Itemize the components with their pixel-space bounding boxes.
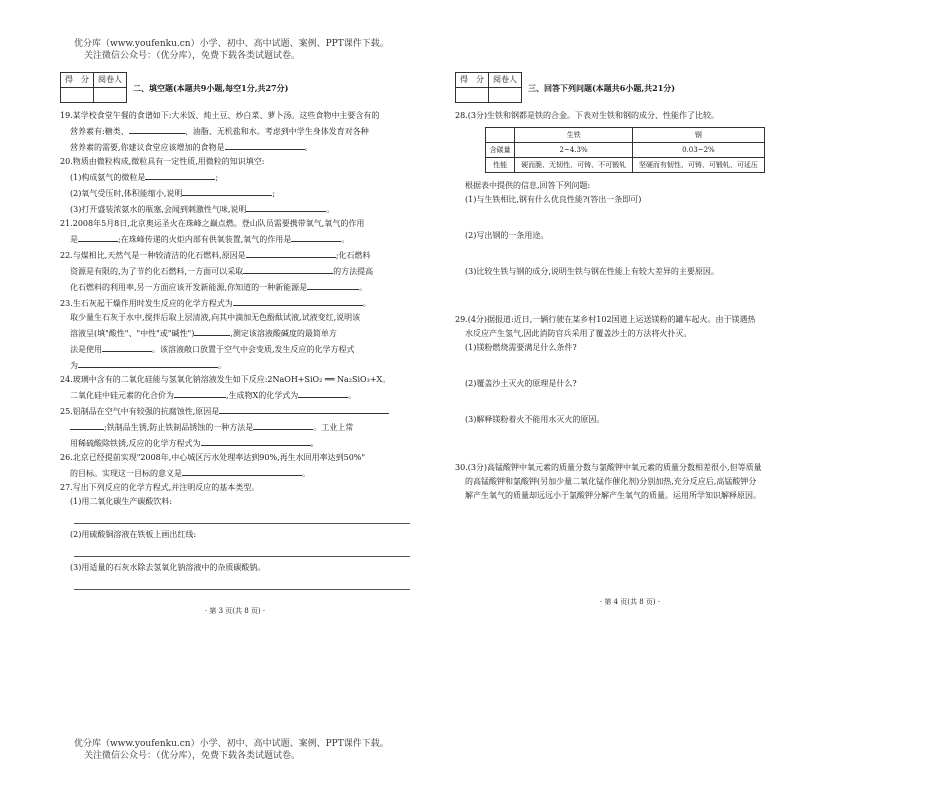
q25-text: 25.铝制品在空气中有较强的抗腐蚀性,原因是 [60,407,220,416]
q23-line-1: 23.生石灰起干燥作用时发生反应的化学方程式为 。 [60,295,410,311]
q19-text-3: 营养素的需要,你建议食堂应该增加的食物是 [70,143,225,152]
q28-2: (2)写出钢的一条用途。 [465,231,549,240]
answer-blank[interactable] [182,465,302,476]
q21-line-1: 21.2008年5月8日,北京奥运圣火在珠峰之巅点燃。登山队员需要携带氧气,氧气的作用 [60,219,365,228]
q28-1: (1)与生铁相比,钢有什么优良性能?(答出一条即可) [465,195,642,204]
row-label-property: 性能 [486,158,515,173]
q20-1: (1)构成氨气的微粒是 ; [60,169,410,185]
q23-text-3: 溶液呈(填"酸性"、"中性"或"碱性") [70,329,195,338]
q20-1-text: (1)构成氨气的微粒是 [70,173,146,182]
watermark-line-1: 优分库（www.youfenku.cn）小学、初中、高中试题、案例、PPT课件下载。 [74,739,389,749]
q30-line-1: 30.(3分)高锰酸钾中氧元素的质量分数与氯酸钾中氧元素的质量分数相差很小,但等质量 [455,463,762,472]
q23-text-4: ,测定该溶液酸碱度的最简单方 [230,329,337,338]
row-label-carbon: 含碳量 [486,143,515,158]
answer-blank[interactable] [246,247,336,258]
answer-blank[interactable] [145,169,215,180]
answer-blank[interactable] [291,231,341,242]
page-number-3: · 第 3 页(共 8 页) · [204,607,266,615]
q22-text: 22.与煤相比,天然气是一种较清洁的化石燃料,原因是 [60,251,246,260]
page-4 [455,72,805,609]
score-cell [456,88,489,103]
col-header-iron: 生铁 [515,128,632,143]
answer-line[interactable] [74,575,410,590]
score-cell [61,88,94,103]
q21-text-2: ;在珠峰传递的火炬内部有供氧装置,氧气的作用是 [118,235,292,244]
grader-label: 阅卷人 [94,73,127,88]
q27-1: (1)用二氧化碳生产碳酸饮料: [70,497,173,506]
watermark-line-2: 关注微信公众号：（优分库），免费下载各类试题试卷。 [84,751,301,761]
score-label: 得 分 [456,73,489,88]
cell-iron-carbon: 2~4.3% [515,143,632,158]
col-header-steel: 钢 [632,128,764,143]
q27-2: (2)用硫酸铜溶液在铁板上画出红线: [70,530,197,539]
q28-stem: 28.(3分)生铁和钢都是铁的合金。下表对生铁和钢的成分、性能作了比较。 [455,111,720,120]
q20-2-text: (2)氧气受压时,体积能缩小,说明 [70,189,183,198]
q29-1: (1)镁粉燃烧需要满足什么条件? [465,343,577,352]
q29-line-1: 29.(4分)据报道:近日,一辆行驶在某乡村102国道上运送镁粉的罐车起火。由于镁遇热 [455,315,756,324]
answer-line[interactable] [74,542,410,557]
q20-2: (2)氧气受压时,体积能缩小,说明 ; [60,185,410,201]
q19-line-2 [60,123,410,139]
answer-line[interactable] [74,509,410,524]
q21-line-2: 是 ;在珠峰传递的火炬内部有供氧装置,氧气的作用是 。 [60,231,410,247]
q23-line-5: 为 。 [60,357,410,373]
q24-text: 二氧化硅中硅元素的化合价为 [70,391,174,400]
q27-stem: 27.写出下列反应的化学方程式,并注明反应的基本类型。 [60,483,260,492]
section-fill-blank-header [60,72,410,103]
q28-3: (3)比较生铁与钢的成分,说明生铁与钢在性能上有较大差异的主要原因。 [465,267,719,276]
answer-blank[interactable] [219,403,389,414]
q24-text-2: ,生成物X的化学式为 [226,391,299,400]
q22-text-2: ;化石燃料 [335,251,371,260]
q26-text: 的目标。实现这一目标的意义是 [70,469,182,478]
q24-line-2: 二氧化硅中硅元素的化合价为 ,生成物X的化学式为 。 [60,387,410,403]
score-label: 得 分 [61,73,94,88]
q25-text-3: 。工业上常 [313,423,354,432]
q21-text: 是 [70,235,78,244]
cell-steel-property: 坚硬而有韧性、可铸、可锻轧、可延压 [632,158,764,173]
q22-text-4: 的方法提高 [333,267,374,276]
answer-blank[interactable] [298,387,348,398]
q19-line-3: 营养素的需要,你建议食堂应该增加的食物是 。 [60,139,410,155]
answer-blank[interactable] [70,419,104,430]
q28-intro: 根据表中提供的信息,回答下列问题: [465,181,591,190]
q19-text-2: 、油脂、无机盐和水。考虑到中学生身体发育对各种 [184,127,369,136]
table-corner [486,128,515,143]
q19-line-1: 19.某学校食堂午餐的食谱如下:大米饭、炖土豆、炒白菜、萝卜汤。这些食物中主要含有的 [60,111,380,120]
q25-text-4: 用稀硫酸除铁锈,反应的化学方程式为 [70,439,201,448]
q25-line-1 [60,403,410,419]
answer-blank[interactable] [253,419,313,430]
grader-label: 阅卷人 [489,73,522,88]
answer-blank[interactable] [307,279,359,290]
q23-line-2: 取少量生石灰于水中,搅拌后取上层清液,向其中滴加无色酚酞试液,试液变红,说明该 [70,313,361,322]
top-watermark [74,38,389,62]
score-box [60,72,127,103]
watermark-line-1: 优分库（www.youfenku.cn）小学、初中、高中试题、案例、PPT课件下载。 [74,39,389,49]
cell-iron-property: 硬而脆、无韧性、可铸、不可锻轧 [515,158,632,173]
q22-line-2 [60,263,410,279]
q22-text-5: 化石燃料的利用率,另一方面应该开发新能源,你知道的一种新能源是 [70,283,308,292]
q30-line-3: 解产生氧气的质量却远远小于氯酸钾分解产生氧气的质量。运用所学知识解释原因。 [465,491,761,500]
q22-line-3: 化石燃料的利用率,另一方面应该开发新能源,你知道的一种新能源是 。 [60,279,410,295]
q20-3-text: (3)打开盛装浓氨水的瓶塞,会闻到刺激性气味,说明 [70,205,247,214]
q27-3: (3)用适量的石灰水除去氢氧化钠溶液中的杂质碳酸钠。 [70,563,266,572]
answer-blank[interactable] [246,201,326,212]
q26-line-2: 的目标。实现这一目标的意义是 。 [60,465,410,481]
cell-steel-carbon: 0.03~2% [632,143,764,158]
answer-blank[interactable] [129,123,185,134]
q22-line-1 [60,247,410,263]
section-answer-header [455,72,805,103]
q23-line-4 [60,341,410,357]
answer-blank[interactable] [201,435,311,446]
section-title: 三、回答下列问题(本题共6小题,共21分) [528,82,676,93]
grader-cell [94,88,127,103]
q26-line-1: 26.北京已经提前实现"2008年,中心城区污水处理率达到90%,再生水回用率达到50%" [60,453,366,462]
q25-text-2: ;铁制品生锈,防止铁制品锈蚀的一种方法是 [104,423,254,432]
answer-blank[interactable] [102,341,152,352]
q25-line-3: 用稀硫酸除铁锈,反应的化学方程式为 。 [60,435,410,451]
watermark-line-2: 关注微信公众号：（优分库），免费下载各类试题试卷。 [84,51,301,61]
q29-3: (3)解释镁粉着火不能用水灭火的原因。 [465,415,605,424]
q20-stem: 20.物质由微粒构成,微粒具有一定性质,用微粒的知识填空: [60,157,265,166]
score-box [455,72,522,103]
q22-text-3: 资源是有限的,为了节约化石燃料,一方面可以采取 [70,267,244,276]
q30-line-2: 的高锰酸钾和氯酸钾(另加少量二氧化锰作催化剂)分别加热,充分反应后,高锰酸钾分 [465,477,757,486]
page-3 [60,72,410,618]
q20-3: (3)打开盛装浓氨水的瓶塞,会闻到刺激性气味,说明 。 [60,201,410,217]
q23-line-3 [60,325,410,341]
answer-blank[interactable] [194,325,230,336]
q29-line-2: 水反应产生氢气,因此消防官兵采用了覆盖沙土的方法将火扑灭。 [465,329,692,338]
answer-blank[interactable] [78,231,118,242]
q23-text: 23.生石灰起干燥作用时发生反应的化学方程式为 [60,299,233,308]
answer-blank[interactable] [174,387,226,398]
q25-line-2 [60,419,410,435]
page-number-4: · 第 4 页(共 8 页) · [599,598,661,606]
answer-blank[interactable] [243,263,333,274]
iron-steel-table [485,127,765,173]
answer-blank[interactable] [225,139,305,150]
q24-line-1: 24.玻璃中含有的二氧化硅能与氢氧化钠溶液发生如下反应:2NaOH+SiO₂ ══ Na₂SiO₃+X。 [60,375,391,384]
answer-blank[interactable] [78,357,218,368]
grader-cell [489,88,522,103]
section-title: 二、填空题(本题共9小题,每空1分,共27分) [133,82,289,93]
q23-text-5: 法是使用 [70,345,102,354]
q29-2: (2)覆盖沙土灭火的原理是什么? [465,379,577,388]
q19-text: 营养素有:糖类、 [70,127,129,136]
bottom-watermark [74,738,389,762]
answer-blank[interactable] [233,295,363,306]
q23-text-7: 为 [70,361,78,370]
q23-text-6: 。该溶液敞口放置于空气中会变质,发生反应的化学方程式 [152,345,355,354]
answer-blank[interactable] [182,185,272,196]
